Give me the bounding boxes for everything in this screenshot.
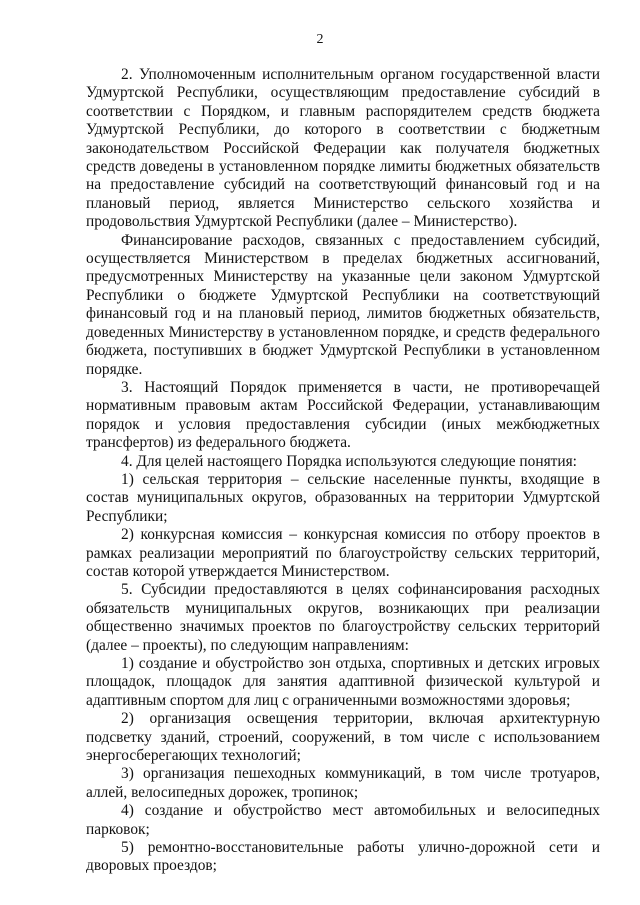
page-number: 2 — [316, 32, 324, 47]
direction-item-1: 1) создание и обустройство зон отдыха, спортивных и детских игровых площадок, площадок для занятия адаптивной физической культурой и адаптивным спортом для лиц с ограниченными возможностями здоровья; — [86, 655, 600, 709]
paragraph-item-3: 3. Настоящий Порядок применяется в части, не противоречащей нормативным правовым актам Российской Федерации, устанавливающим порядок и условия предоставления субсидии (иных межбюджетных трансфертов) из федерального бюджета. — [86, 378, 600, 452]
direction-item-3: 3) организация пешеходных коммуникаций, в том числе тротуаров, аллей, велосипедных дорожек, тропинок; — [86, 765, 600, 801]
document-body — [86, 66, 600, 876]
paragraph-item-4: 4. Для целей настоящего Порядка используются следующие понятия: — [121, 452, 577, 470]
direction-item-2: 2) организация освещения территории, включая архитектурную подсветку зданий, строений, сооружений, в том числе с использованием энергосберегающих технологий; — [86, 710, 600, 765]
direction-item-5: 5) ремонтно-восстановительные работы улично-дорожной сети и дворовых проездов; — [86, 839, 600, 875]
direction-item-4: 4) создание и обустройство мест автомобильных и велосипедных парковок; — [86, 802, 600, 838]
paragraph-item-5: 5. Субсидии предоставляются в целях софинансирования расходных обязательств муниципальных округов, возникающих при реализации общественно значимых проектов по благоустройству сельских территорий (далее – проекты), по следующим направлениям: — [86, 581, 600, 654]
paragraph-financing: Финансирование расходов, связанных с предоставлением субсидий, осуществляется Министерством в пределах бюджетных ассигнований, предусмотренных Министерству на указанные цели законом Удмуртской Республики о бюджете Удмуртской Республики на соответствующий финансовый год и на плановый период, лимитов бюджетных обязательств, доведенных Министерству в установленном порядке, и средств федерального бюджета, поступивших в бюджет Удмуртской Республики в установленном порядке. — [86, 231, 600, 378]
definition-rural-territory: 1) сельская территория – сельские населенные пункты, входящие в состав муниципальных округов, образованных на территории Удмуртской Республики; — [86, 470, 600, 525]
definition-competition-commission: 2) конкурсная комиссия – конкурсная комиссия по отбору проектов в рамках реализации мероприятий по благоустройству сельских территорий, состав которой утверждается Министерством. — [86, 526, 600, 580]
paragraph-item-2: 2. Уполномоченным исполнительным органом государственной власти Удмуртской Республики, осуществляющим предоставление субсидий в соответствии с Порядком, и главным распорядителем средств бюджета Удмуртской Республики, до которого в соответствии с бюджетным законодательством Российской Федерации как получателя бюджетных средств доведены в установленном порядке лимиты бюджетных обязательств на предоставление субсидий на соответствующий финансовый год и на плановый период, является Министерство сельского хозяйства и продовольствия Удмуртской Республики (далее – Министерство). — [86, 66, 600, 231]
